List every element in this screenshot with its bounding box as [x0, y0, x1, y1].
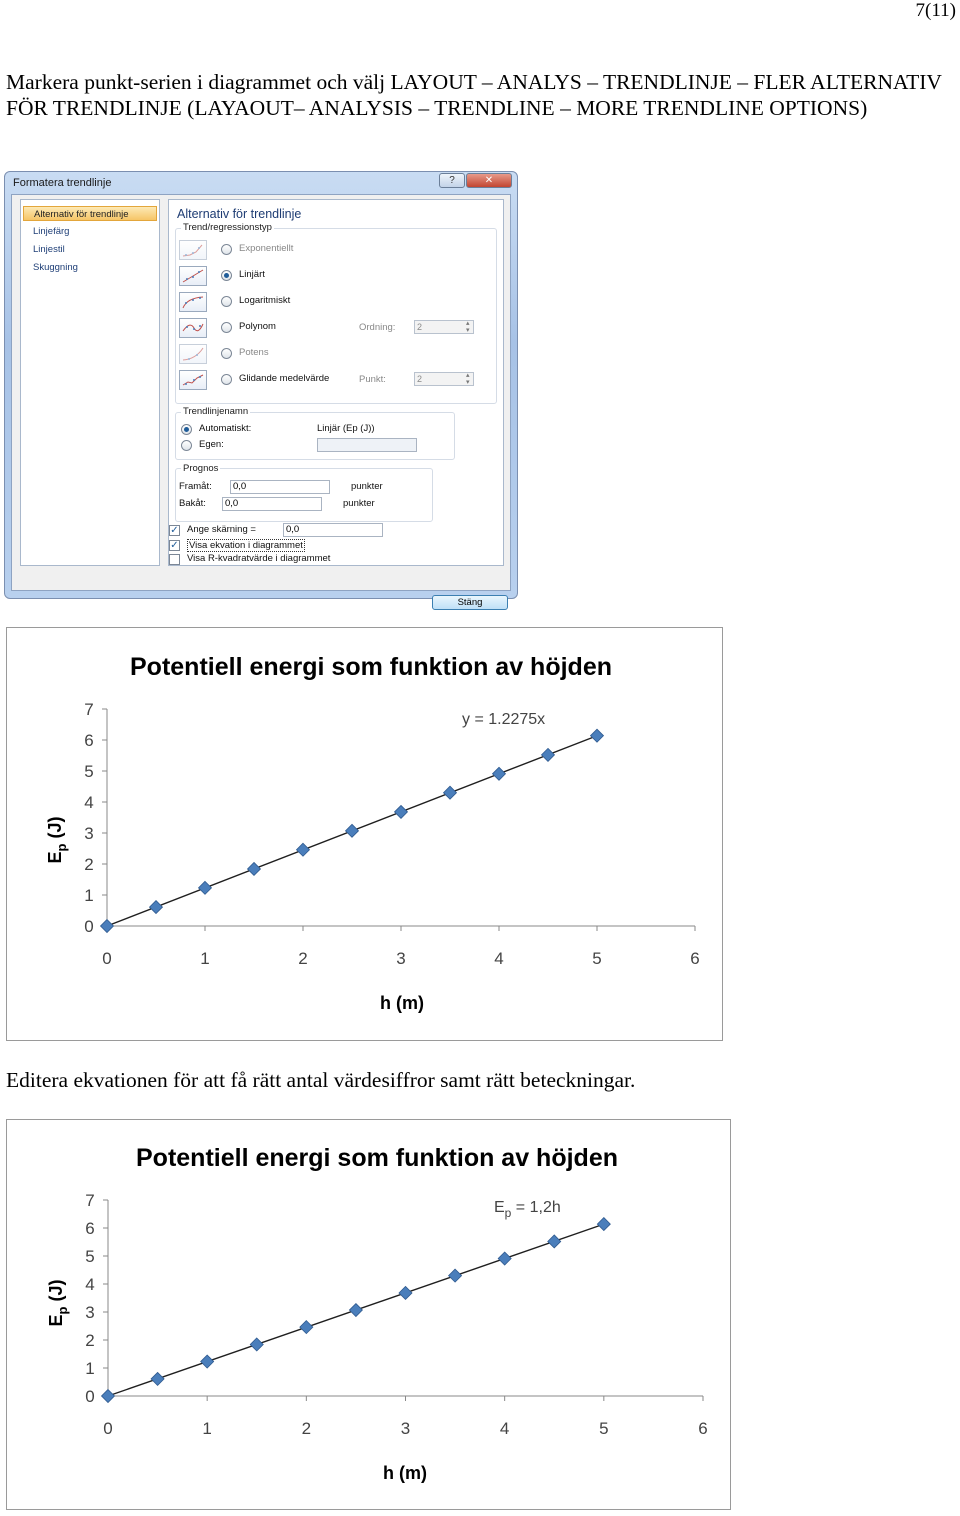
nav-item-shadow[interactable]: Skuggning — [33, 262, 78, 273]
chart-1-ytick-label: 3 — [84, 824, 94, 843]
nav-item-trendline-options[interactable]: Alternativ för trendlinje — [23, 206, 157, 221]
show-equation-checkbox[interactable]: ✓ — [170, 540, 179, 551]
radio-name-auto[interactable] — [181, 424, 192, 435]
chart-1-ytick-label: 5 — [84, 762, 94, 781]
chart-2-ytick-label: 2 — [85, 1331, 95, 1350]
options-nav — [20, 199, 160, 566]
chart-1-data-point — [101, 920, 114, 933]
nav-item-line-color[interactable]: Linjefärg — [33, 226, 70, 237]
trendline-name-group-label: Trendlinjenamn — [183, 406, 249, 417]
chart-2-equation: $E_p = 1,2h$ — [494, 1199, 561, 1220]
chart-1 — [6, 627, 723, 1041]
chart-2-xtick-label: 5 — [599, 1419, 609, 1438]
chart-1-data-point — [199, 881, 212, 894]
chart-1-ytick-label: 4 — [84, 793, 94, 812]
chart-2-data-point — [498, 1252, 511, 1265]
label-linear: Linjärt — [239, 269, 265, 280]
chart-2-ylabel — [46, 1280, 70, 1327]
chart-2-ytick-label: 5 — [85, 1247, 95, 1266]
label-forward-periods: punkter — [351, 481, 383, 492]
radio-power[interactable] — [221, 348, 232, 359]
close-window-button[interactable]: ✕ — [466, 173, 512, 188]
chart-1-equation: y = 1.2275x — [462, 711, 546, 728]
chart-2-data-point — [201, 1355, 214, 1368]
chart-2-xtick-label: 3 — [400, 1419, 411, 1438]
chart-2-data-point — [449, 1269, 462, 1282]
chart-1-ytick-label: 0 — [84, 917, 94, 936]
chart-1-xtick-label: 0 — [102, 949, 112, 968]
chart-2 — [6, 1119, 731, 1510]
intro-instruction: Markera punkt-serien i diagrammet och välj LAYOUT – ANALYS – TRENDLINJE – FLER ALTERNATIV FÖR TRENDLINJE (LAYAOUT– ANALYSIS – TRENDLINE – MORE TRENDLINE OPTIONS) — [6, 70, 942, 120]
chart-2-ytick-label: 0 — [85, 1387, 95, 1406]
power-icon — [179, 344, 207, 364]
chart-2-xtick-label: 6 — [698, 1419, 708, 1438]
radio-linear[interactable] — [221, 270, 232, 281]
nav-item-line-style[interactable]: Linjestil — [33, 244, 65, 255]
label-backward-periods: punkter — [343, 498, 375, 509]
page-number: 7(11) — [915, 0, 956, 21]
label-name-auto: Automatiskt: — [199, 423, 252, 434]
options-panel — [168, 199, 504, 566]
chart-2-data-point — [151, 1372, 164, 1385]
chart-1-ytick-label: 1 — [84, 886, 94, 905]
show-r2-checkbox[interactable] — [169, 554, 180, 565]
chart-2-xtick-label: 4 — [499, 1419, 510, 1438]
chart-1-xtick-label: 6 — [690, 949, 700, 968]
chart-1-ytick-label: 2 — [84, 855, 94, 874]
chart-2-data-point — [597, 1218, 610, 1231]
label-forward: Framåt: — [179, 481, 212, 492]
chart-2-xlabel: h (m) — [383, 1463, 427, 1483]
linear-icon — [179, 266, 207, 286]
chart-1-data-point — [395, 805, 408, 818]
radio-moving-average[interactable] — [221, 374, 232, 385]
chart-1-data-point — [493, 767, 506, 780]
chart-1-data-point — [542, 748, 555, 761]
order-spinner[interactable]: 2 ▴▾ — [414, 320, 474, 334]
name-auto-value: Linjär (Ep (J)) — [317, 423, 375, 434]
chart-2-data-point — [399, 1286, 412, 1299]
chart-2-xtick-label: 2 — [301, 1419, 312, 1438]
chart-1-xtick-label: 3 — [396, 949, 406, 968]
chart-2-data-point — [349, 1304, 362, 1317]
panel-title: Alternativ för trendlinje — [177, 207, 302, 221]
chart-2-xtick-label: 0 — [103, 1419, 113, 1438]
close-button[interactable]: Stäng — [432, 595, 508, 610]
trendline-name-group — [175, 412, 455, 460]
chart-1-xtick-label: 1 — [200, 949, 210, 968]
label-show-r2: Visa R-kvadratvärde i diagrammet — [187, 553, 331, 564]
intercept-input[interactable]: 0,0 — [283, 523, 383, 537]
chart-2-ytick-label: 6 — [85, 1219, 95, 1238]
chart-2-data-point — [300, 1321, 313, 1334]
label-backward: Bakåt: — [179, 498, 206, 509]
chart-1-data-point — [444, 786, 457, 799]
chart-2-ytick-label: 7 — [85, 1191, 95, 1210]
chart-1-title: Potentiell energi som funktion av höjden — [130, 653, 612, 681]
chart-2-svg — [7, 1120, 732, 1511]
backward-input[interactable]: 0,0 — [222, 497, 322, 511]
chart-1-ytick-label: 6 — [84, 731, 94, 750]
chart-1-ylabel — [45, 817, 69, 864]
label-exponential: Exponentiellt — [239, 243, 294, 254]
forecast-group — [175, 468, 433, 522]
period-spinner[interactable]: 2 ▴▾ — [414, 372, 474, 386]
radio-logarithmic[interactable] — [221, 296, 232, 307]
chart-1-svg — [7, 628, 724, 1042]
chart-1-xlabel: h (m) — [380, 993, 424, 1013]
format-trendline-dialog — [4, 171, 518, 608]
chart-1-data-point — [248, 862, 261, 875]
forecast-group-label: Prognos — [183, 463, 219, 474]
label-period: Punkt: — [359, 374, 386, 385]
label-name-custom: Egen: — [199, 439, 224, 450]
svg-text:Ep (J): $E_p$ (J) — [46, 1279, 70, 1327]
exponential-icon — [179, 240, 207, 260]
radio-exponential[interactable] — [221, 244, 232, 255]
dialog-title: Formatera trendlinje — [13, 177, 112, 189]
chart-2-ytick-label: 1 — [85, 1359, 95, 1378]
radio-polynomial[interactable] — [221, 322, 232, 333]
help-button[interactable]: ? — [439, 173, 465, 188]
label-power: Potens — [239, 347, 269, 358]
label-intercept: Ange skärning = — [187, 524, 256, 535]
chart-1-data-point — [297, 843, 310, 856]
logarithmic-icon — [179, 292, 207, 312]
dialog-client — [11, 194, 511, 608]
chart-1-data-point — [346, 824, 359, 837]
trend-type-group-label: Trend/regressionstyp — [183, 222, 272, 233]
chart-1-data-point — [591, 729, 604, 742]
label-moving-average: Glidande medelvärde — [239, 373, 330, 384]
chart-2-ytick-label: 4 — [85, 1275, 95, 1294]
moving-average-icon — [179, 370, 207, 390]
chart-2-ytick-label: 3 — [85, 1303, 95, 1322]
polynomial-icon — [179, 318, 207, 338]
forward-input[interactable]: 0,0 — [230, 480, 330, 494]
radio-name-custom[interactable] — [181, 440, 192, 451]
chart-2-xtick-label: 1 — [202, 1419, 212, 1438]
chart-1-data-point — [150, 901, 163, 914]
chart-2-data-point — [250, 1338, 263, 1351]
chart-1-xtick-label: 2 — [298, 949, 308, 968]
name-custom-input[interactable] — [317, 438, 417, 452]
svg-text:Ep (J): $E_p$ (J) — [45, 816, 69, 864]
label-polynomial: Polynom — [239, 321, 276, 332]
chart-1-xtick-label: 5 — [592, 949, 602, 968]
label-show-equation: Visa ekvation i diagrammet — [189, 540, 303, 551]
caption-text: Editera ekvationen för att få rätt antal värdesiffror samt rätt beteckningar. — [6, 1068, 636, 1092]
chart-1-xtick-label: 4 — [494, 949, 504, 968]
chart-2-title: Potentiell energi som funktion av höjden — [136, 1144, 618, 1172]
label-order: Ordning: — [359, 322, 396, 333]
intercept-checkbox[interactable]: ✓ — [170, 525, 179, 536]
chart-2-data-point — [102, 1390, 115, 1403]
chart-2-data-point — [548, 1235, 561, 1248]
chart-1-ytick-label: 7 — [84, 700, 94, 719]
label-logarithmic: Logaritmiskt — [239, 295, 291, 306]
